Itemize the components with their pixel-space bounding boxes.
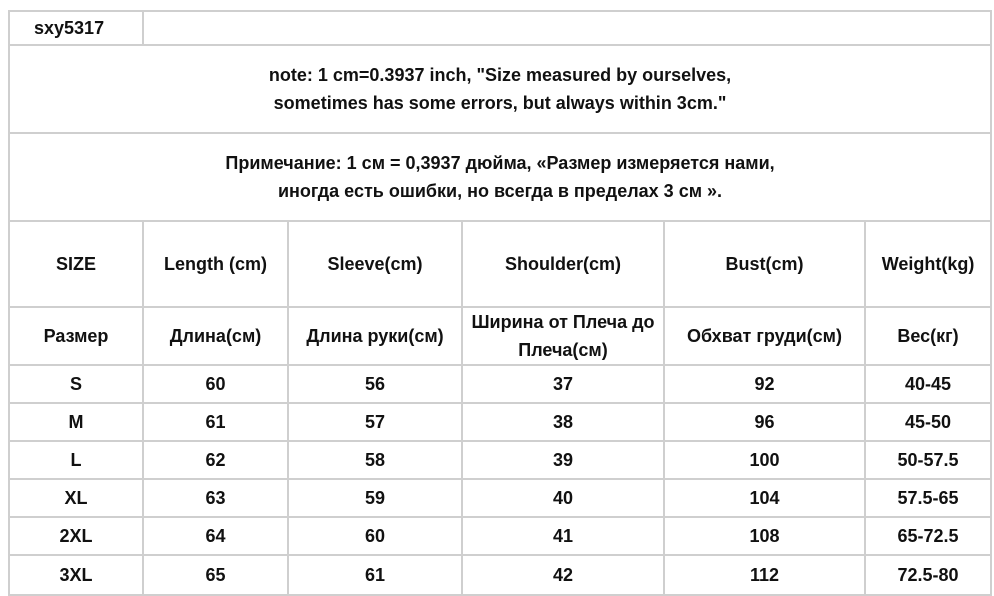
cell-size: 3XL: [9, 555, 143, 595]
note-en-line-2: sometimes has some errors, but always within 3cm.": [273, 93, 727, 113]
header-row-ru: [9, 307, 991, 365]
cell-bust: 92: [664, 365, 865, 403]
cell-sleeve: 58: [288, 441, 462, 479]
cell-sleeve: 56: [288, 365, 462, 403]
header-sleeve-ru: Длина руки(см): [288, 307, 462, 365]
header-size-ru: Размер: [9, 307, 143, 365]
cell-bust: 100: [664, 441, 865, 479]
table-row: [9, 403, 991, 441]
cell-weight: 40-45: [865, 365, 991, 403]
cell-weight: 57.5-65: [865, 479, 991, 517]
cell-size: XL: [9, 479, 143, 517]
cell-shoulder: 37: [462, 365, 664, 403]
header-bust-ru: Обхват груди(см): [664, 307, 865, 365]
table-row: [9, 365, 991, 403]
table-row: [9, 555, 991, 595]
size-chart-table: [8, 10, 992, 596]
cell-sleeve: 59: [288, 479, 462, 517]
table-row: [9, 441, 991, 479]
cell-shoulder: 40: [462, 479, 664, 517]
header-sleeve: Sleeve(cm): [288, 221, 462, 307]
cell-weight: 72.5-80: [865, 555, 991, 595]
table-row: [9, 479, 991, 517]
cell-bust: 96: [664, 403, 865, 441]
note-en: [9, 45, 991, 133]
cell-length: 63: [143, 479, 288, 517]
cell-bust: 108: [664, 517, 865, 555]
note-en-line-1: note: 1 cm=0.3937 inch, "Size measured by ourselves,: [268, 65, 732, 85]
cell-size: M: [9, 403, 143, 441]
header-bust: Bust(cm): [664, 221, 865, 307]
header-length-ru: Длина(см): [143, 307, 288, 365]
product-code-blank-cell: [143, 11, 991, 45]
cell-size: L: [9, 441, 143, 479]
cell-shoulder: 42: [462, 555, 664, 595]
cell-sleeve: 61: [288, 555, 462, 595]
note-ru: [9, 133, 991, 221]
cell-size: 2XL: [9, 517, 143, 555]
cell-sleeve: 57: [288, 403, 462, 441]
cell-length: 61: [143, 403, 288, 441]
cell-bust: 104: [664, 479, 865, 517]
cell-size: S: [9, 365, 143, 403]
cell-weight: 50-57.5: [865, 441, 991, 479]
note-ru-row: [9, 133, 991, 221]
table-row: [9, 517, 991, 555]
header-length: Length (cm): [143, 221, 288, 307]
cell-length: 64: [143, 517, 288, 555]
cell-length: 60: [143, 365, 288, 403]
header-shoulder-ru: Ширина от Плеча до Плеча(см): [462, 307, 664, 365]
note-en-row: [9, 45, 991, 133]
cell-bust: 112: [664, 555, 865, 595]
product-code: sxy5317: [9, 11, 143, 45]
cell-weight: 45-50: [865, 403, 991, 441]
header-weight-ru: Вес(кг): [865, 307, 991, 365]
product-code-row: [9, 11, 991, 45]
header-weight: Weight(kg): [865, 221, 991, 307]
cell-length: 62: [143, 441, 288, 479]
cell-sleeve: 60: [288, 517, 462, 555]
header-size: SIZE: [9, 221, 143, 307]
header-row-en: [9, 221, 991, 307]
note-ru-line-1: Примечание: 1 см = 0,3937 дюйма, «Размер измеряется нами,: [225, 153, 775, 173]
note-ru-line-2: иногда есть ошибки, но всегда в пределах 3 см ».: [277, 181, 723, 201]
cell-shoulder: 41: [462, 517, 664, 555]
cell-length: 65: [143, 555, 288, 595]
cell-weight: 65-72.5: [865, 517, 991, 555]
cell-shoulder: 38: [462, 403, 664, 441]
cell-shoulder: 39: [462, 441, 664, 479]
header-shoulder: Shoulder(cm): [462, 221, 664, 307]
